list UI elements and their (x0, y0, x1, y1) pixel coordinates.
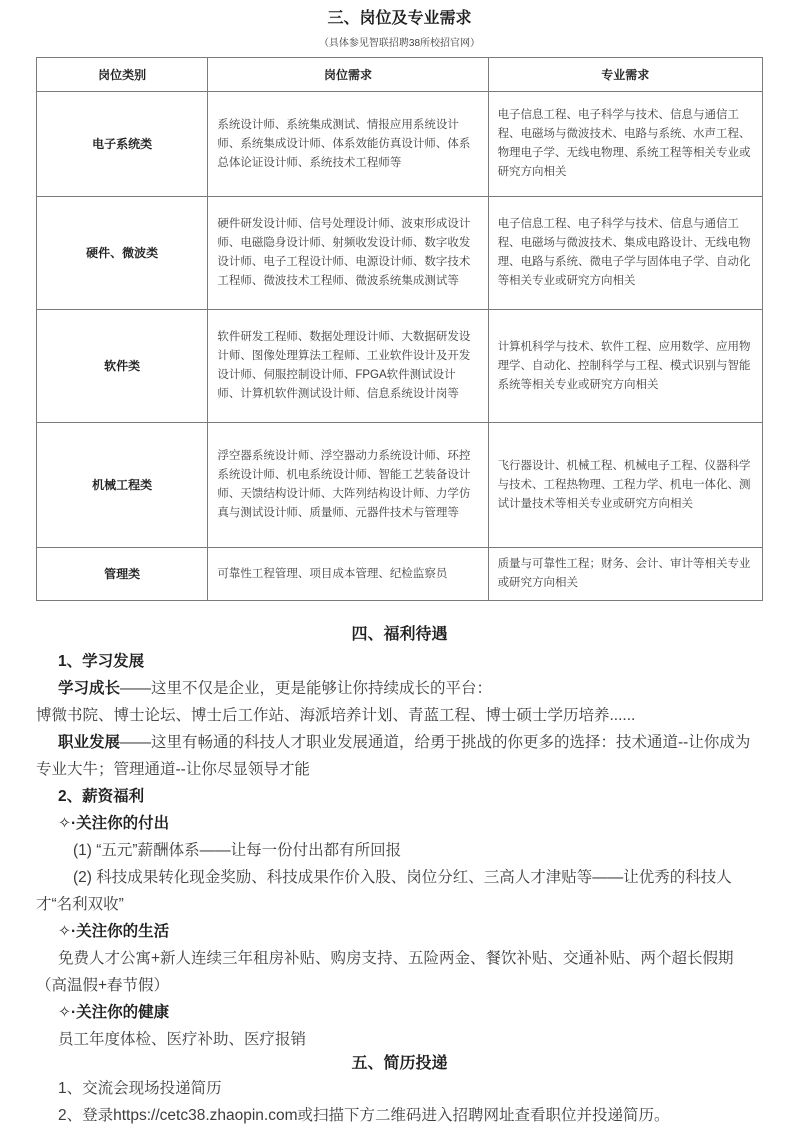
major-demand-cell: 电子信息工程、电子科学与技术、信息与通信工程、电磁场与微波技术、集成电路设计、无线电物理、电路与系统、微电子学与固体电子学、自动化等相关专业或研究方向相关 (488, 197, 762, 310)
table-row (37, 310, 763, 423)
position-category-cell: 硬件、微波类 (37, 197, 208, 310)
benefits-line: ✧·关注你的生活 (58, 923, 170, 940)
benefits-line: 员工年度体检、医疗补助、医疗报销 (58, 1031, 307, 1048)
positions-table-body (37, 92, 763, 601)
table-row (37, 197, 763, 310)
section-positions-subheading: （具体参见智联招聘38所校招官网） (318, 38, 481, 49)
position-demand-cell: 硬件研发设计师、信号处理设计师、波束形成设计师、电磁隐身设计师、射频收发设计师、数字收发设计师、电子工程设计师、电源设计师、数字技术工程师、微波技术工程师、微波系统集成测试等 (208, 197, 488, 310)
benefits-line: 博微书院、博士论坛、博士后工作站、海派培养计划、青蓝工程、博士硕士学历培养...... (36, 707, 636, 724)
position-demand-cell: 软件研发工程师、数据处理设计师、大数据研发设计师、图像处理算法工程师、工业软件设计及开发设计师、伺服控制设计师、FPGA软件测试设计师、计算机软件测试设计师、信息系统设计岗等 (208, 310, 488, 423)
benefits-line: 职业发展——这里有畅通的科技人才职业发展通道，给勇于挑战的你更多的选择：技术通道--让你成为专业大牛；管理通道--让你尽显领导才能 (36, 734, 751, 778)
section-benefits-body (36, 648, 763, 1053)
position-category-cell: 机械工程类 (37, 423, 208, 548)
benefits-line: 免费人才公寓+新人连续三年租房补贴、购房支持、五险两金、餐饮补贴、交通补贴、两个超长假期（高温假+春节假） (36, 950, 734, 994)
benefits-line: ✧·关注你的付出 (58, 815, 170, 832)
benefits-line: 学习成长——这里不仅是企业，更是能够让你持续成长的平台： (58, 680, 493, 697)
benefits-line: ✧·关注你的健康 (58, 1004, 170, 1021)
section-positions-heading: 三、岗位及专业需求 (327, 10, 472, 27)
table-row (37, 423, 763, 548)
position-category-cell: 管理类 (37, 548, 208, 601)
column-header: 专业需求 (488, 58, 762, 92)
position-category-cell: 电子系统类 (37, 92, 208, 197)
table-header-row (37, 58, 763, 92)
table-row (37, 92, 763, 197)
benefits-lead-label: 学习成长 (58, 680, 121, 697)
position-category-cell: 软件类 (37, 310, 208, 423)
table-row (37, 548, 763, 601)
position-demand-cell: 系统设计师、系统集成测试、情报应用系统设计师、系统集成设计师、体系效能仿真设计师、体系总体论证设计师、系统技术工程师等 (208, 92, 488, 197)
position-demand-cell: 可靠性工程管理、项目成本管理、纪检监察员 (208, 548, 488, 601)
benefits-line: 2、薪资福利 (58, 788, 145, 805)
benefits-line: 1、学习发展 (58, 653, 145, 670)
column-header: 岗位需求 (208, 58, 488, 92)
recruitment-url[interactable]: https://cetc38.zhaopin.com (113, 1107, 298, 1124)
major-demand-cell: 电子信息工程、电子科学与技术、信息与通信工程、电磁场与微波技术、电路与系统、水声工程、物理电子学、无线电物理、系统工程等相关专业或研究方向相关 (488, 92, 762, 197)
position-demand-cell: 浮空器系统设计师、浮空器动力系统设计师、环控系统设计师、机电系统设计师、智能工艺装备设计师、天馈结构设计师、大阵列结构设计师、力学仿真与测试设计师、质量师、元器件技术与管理等 (208, 423, 488, 548)
section-resume-body (36, 1075, 763, 1129)
column-header: 岗位类别 (37, 58, 208, 92)
section-benefits-heading: 四、福利待遇 (351, 626, 448, 643)
benefits-lead-label: 职业发展 (58, 734, 121, 751)
major-demand-cell: 飞行器设计、机械工程、机械电子工程、仪器科学与技术、工程热物理、工程力学、机电一体化、测试计量技术等相关专业或研究方向相关 (488, 423, 762, 548)
resume-line: 1、交流会现场投递简历 (58, 1080, 222, 1097)
major-demand-cell: 质量与可靠性工程；财务、会计、审计等相关专业或研究方向相关 (488, 548, 762, 601)
section-resume-heading: 五、简历投递 (351, 1055, 448, 1072)
positions-table (36, 57, 763, 601)
resume-line: 2、登录https://cetc38.zhaopin.com或扫描下方二维码进入招聘网址查看职位并投递简历。 (58, 1107, 670, 1124)
benefits-line: (1) “五元”薪酬体系——让每一份付出都有所回报 (73, 842, 402, 859)
major-demand-cell: 计算机科学与技术、软件工程、应用数学、应用物理学、自动化、控制科学与工程、模式识别与智能系统等相关专业或研究方向相关 (488, 310, 762, 423)
benefits-line: (2) 科技成果转化现金奖励、科技成果作价入股、岗位分红、三高人才津贴等——让优秀的科技人才“名利双收” (36, 869, 732, 913)
